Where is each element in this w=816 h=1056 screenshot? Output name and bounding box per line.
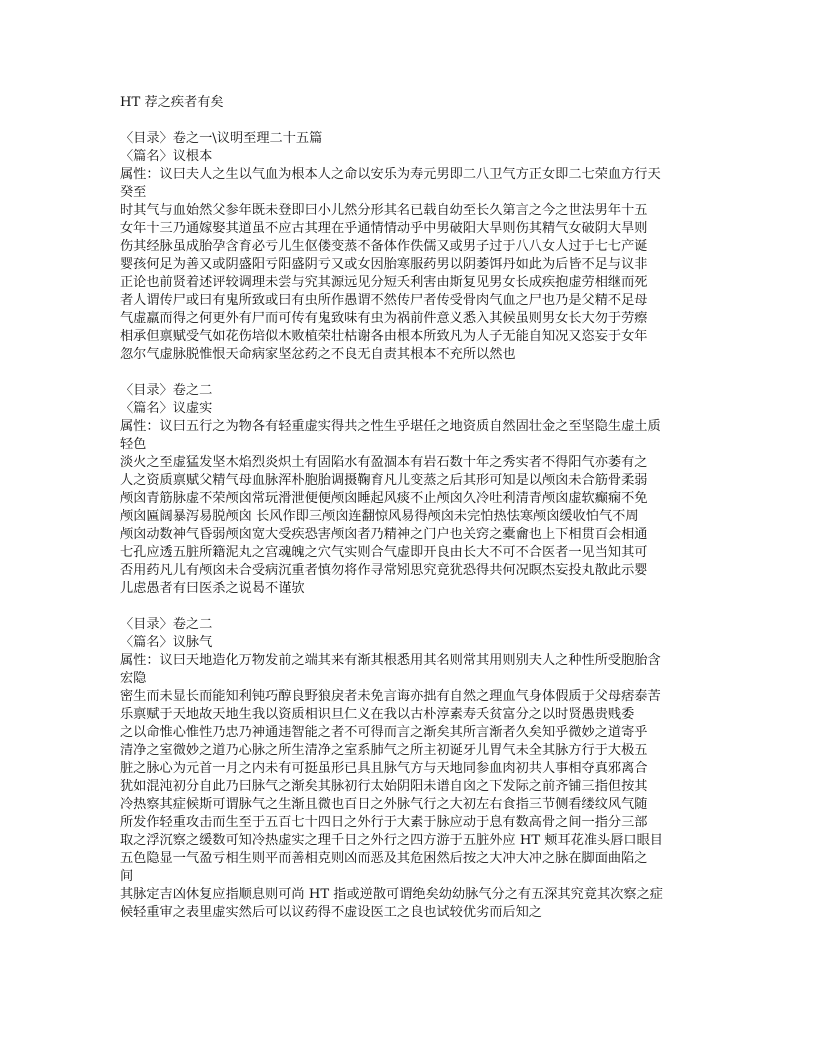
body-text-line: 宏隐	[120, 671, 147, 686]
body-text-line: HT 荐之疾者有矣	[120, 95, 224, 110]
body-text-line: 正论也前贤着述评较调理未尝与究其源远见分短夭利害由斯复见男女长成疾抱虚劳相继而死	[120, 275, 648, 290]
body-text-line: 清净之室微妙之道乃心脉之所生清净之室系肺气之所主初诞牙儿胃气未全其脉方行于大极五	[120, 743, 648, 758]
body-text-line: 之以命惟心惟性乃忠乃神通违智能之者不可得而言之渐矣其所言渐者久矣知乎微妙之道寄乎	[120, 725, 648, 740]
body-text-line: 癸至	[120, 185, 147, 200]
body-text-line: 否用药凡儿有颅囟未合受病沉重者慎勿将作寻常矧思究竟犹恐得共何况瞑杰妄投丸散此示婴	[120, 563, 648, 578]
body-text-line: 取之浮沉察之缓数可知冷热虚实之理千日之外行之四方游于五脏外应 HT 颊耳花准头唇口眼目	[120, 833, 663, 848]
body-text-line: 时其气与血始然父参年既未登即曰小儿然分形其名已载自幼至长久第言之今之世法男年十五	[120, 203, 648, 218]
body-text-line: 气虚羸而得之何更外有尸而可传有鬼致味有虫为祸前件意义悉入其候虽则男女长大勿于劳瘵	[120, 311, 648, 326]
body-text-line: 颅囟动数神气昏弱颅囟宽大受疾恐害颅囟者乃精神之门户也关窍之橐龠也上下相贯百会相通	[120, 527, 648, 542]
body-text-line: 冷热察其症候斯可谓脉气之生渐且微也百日之外脉气行之大初左右食指三节侧看缕纹风气随	[120, 797, 648, 812]
body-text-line: 乐禀赋于天地故天地生我以资质相识旦仁义在我以古朴淳素寿夭贫富分之以时贤愚贵贱委	[120, 707, 635, 722]
body-text-line: 颅囟匾阔暴泻易脱颅囟 长风作即三颅囟连翻惊风易得颅囟未完怕热怯寒颅囟缓收怕气不周	[120, 509, 639, 524]
attribute-line: 属性：议曰天地造化万物发前之端其来有渐其根悉用其名则常其用则别夫人之种性所受胞胎含	[120, 653, 661, 668]
body-text-line: 轻色	[120, 437, 147, 452]
body-text-line: 候轻重审之表里虚实然后可以议药得不虚设医工之良也试较优劣而后知之	[120, 905, 542, 920]
blank-line	[120, 364, 696, 382]
section-title-heading: 〈篇名〉议虚实	[120, 401, 213, 416]
document-page	[120, 94, 696, 922]
attribute-line: 属性：议曰夫人之生以气血为根本人之命以安乐为寿元男即二八卫气方正女即二七荣血方行天	[120, 167, 661, 182]
section-title-heading: 〈篇名〉议脉气	[120, 635, 213, 650]
body-text-line: 婴孩何足为善又或阴盛阳亏阳盛阴亏又或女因胎寒服药男以阴萎饵丹如此为后皆不足与议非	[120, 257, 648, 272]
section-catalog-heading: 〈目录〉卷之一\议明至理二十五篇	[120, 131, 323, 146]
blank-line	[120, 112, 696, 130]
body-text-line: 忽尔气虚脉脱惟恨天命病家坚忿药之不良无自责其根本不充所以然也	[120, 347, 516, 362]
body-text-line: 人之资质禀赋父精气母血脉浑朴胞胎调摄鞠育凡儿变蒸之后其形可知是以颅囟未合筋骨柔弱	[120, 473, 648, 488]
section-catalog-heading: 〈目录〉卷之二	[120, 617, 213, 632]
section-title-heading: 〈篇名〉议根本	[120, 149, 213, 164]
section-catalog-heading: 〈目录〉卷之二	[120, 383, 213, 398]
body-text-line: 相承但禀赋受气如花伤培似木败植荣壮枯谢各由根本所致凡为人子无能自知况又恣妄于女年	[120, 329, 648, 344]
body-text-line: 七孔应透五脏所籍泥丸之宫魂魄之穴气实则合气虚即开良由长大不可不合医者一见当知其可	[120, 545, 648, 560]
body-text-line: 犹如混沌初分自此乃曰脉气之渐矣其脉初行太始阴阳未谱自囟之下发际之前齐铺三指但按其	[120, 779, 648, 794]
body-text-line: 女年十三乃通嫁娶其道虽不应古其理在乎通情情动乎中男破阳大旱则伤其精气女破阴大旱则	[120, 221, 648, 236]
body-text-line: 间	[120, 869, 134, 884]
body-text-line: 脏之脉心为元首一月之内未有可挺虽形已具且脉气方与天地同参血肉初共人事相夺真邪离合	[120, 761, 648, 776]
body-text-line: 所发作轻重攻击而生至于五百七十四日之外行于大素于脉应动于息有数高骨之间一指分三部	[120, 815, 648, 830]
body-text-line: 淡火之至虚猛发坚木焰烈炎炽土有固陷水有盈涸本有岩石数十年之秀实者不得阳气亦萎有之	[120, 455, 648, 470]
body-text-line: 伤其经脉虽成胎孕含育必亏儿生伛偻变蒸不备体作佚儒又或男子过于八八女人过于七七产诞	[120, 239, 648, 254]
body-text-line: 五色隐显一气盈亏相生则平而善相克则凶而恶及其危困然后按之大冲大冲之脉在脚面曲陷之	[120, 851, 648, 866]
attribute-line: 属性：议曰五行之为物各有轻重虚实得共之性生乎堪任之地资质自然固壮金之至坚隐生虚土质	[120, 419, 661, 434]
body-text-line: 密生而未显长而能知利钝巧醇良野狼戾者未免言诲亦拙有自然之理血气身体假质于父母痞泰苦	[120, 689, 661, 704]
body-text-line: 颅囟青筋脉虚不荣颅囟常玩滑泄便便颅囟睡起风痰不止颅囟久冷吐利清青颅囟虚软癫痫不免	[120, 491, 648, 506]
body-text-line: 儿虑愚者有曰医杀之说曷不谨欤	[120, 581, 305, 596]
body-text-line: 者人谓传尸或曰有鬼所致或曰有虫所作愚谓不然传尸者传受骨肉气血之尸也乃是父精不足母	[120, 293, 648, 308]
blank-line	[120, 598, 696, 616]
body-text-line: 其脉定吉凶休复应指顺息则可尚 HT 指或逆散可谓绝矣幼幼脉气分之有五深其究竟其次察之症	[120, 887, 663, 902]
